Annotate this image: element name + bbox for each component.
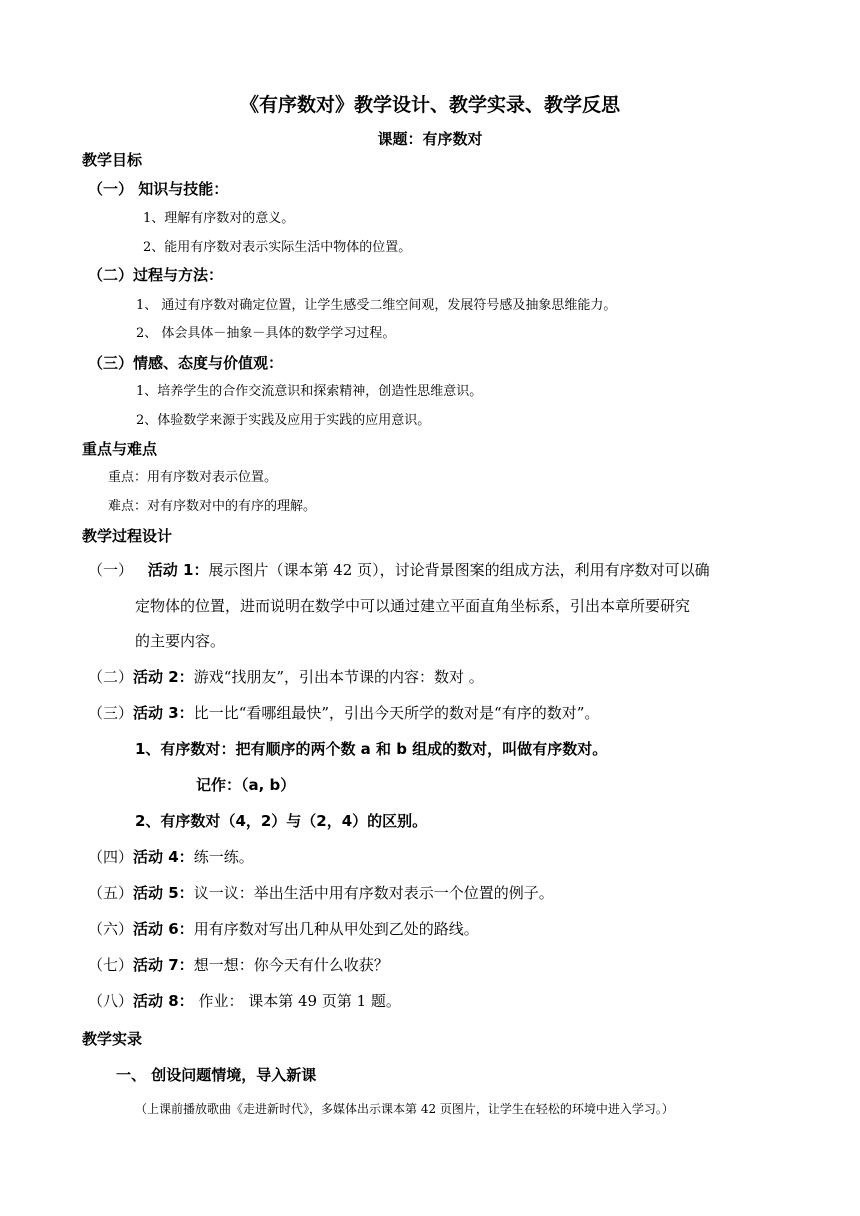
activity-label: 活动 5： — [133, 884, 194, 902]
activity-3 — [88, 706, 599, 721]
activity-text: 想一想：你今天有什么收获？ — [193, 956, 389, 974]
goals-sec3-heading: （三）情感、态度与价值观： — [88, 354, 284, 372]
goals-sec2-item: 2、 体会具体－抽象－具体的数学学习过程。 — [136, 326, 396, 341]
activity-number: （六） — [88, 920, 134, 938]
activity-label: 活动 4： — [133, 848, 194, 866]
activity-text: 作业： 课本第 49 页第 1 题。 — [193, 992, 401, 1010]
activity-number: （五） — [88, 884, 134, 902]
activity-text: 练一练。 — [193, 848, 254, 866]
goals-sec1-item: 2、能用有序数对表示实际生活中物体的位置。 — [143, 240, 412, 255]
activity-1-continuation: 定物体的位置，进而说明在数学中可以通过建立平面直角坐标系，引出本章所要研究 — [135, 597, 691, 615]
activity-5 — [88, 886, 554, 901]
record-section-1: 一、 创设问题情境，导入新课 — [116, 1066, 317, 1084]
activity-text: 游戏“找朋友”，引出本节课的内容：数对 。 — [193, 668, 484, 686]
goals-sec1-heading: （一） 知识与技能： — [88, 180, 229, 198]
activity-label: 活动 3： — [133, 704, 194, 722]
goals-sec2-heading: （二）过程与方法： — [88, 266, 224, 284]
activity-number: （三） — [88, 704, 134, 722]
activity-6 — [88, 922, 479, 937]
activity-1 — [88, 563, 710, 578]
activity-label: 活动 8： — [133, 992, 194, 1010]
activity-4 — [88, 850, 254, 865]
activity-label: 活动 7： — [133, 956, 194, 974]
activity-number: （八） — [88, 992, 134, 1010]
activity-label: 活动 2： — [133, 668, 194, 686]
activity-text: 展示图片（课本第 42 页），讨论背景图案的组成方法，利用有序数对可以确 — [208, 561, 710, 579]
keypoints-heading: 重点与难点 — [82, 440, 158, 458]
keypoints-item: 重点：用有序数对表示位置。 — [108, 470, 278, 485]
goals-sec2-item: 1、 通过有序数对确定位置，让学生感受二维空间观，发展符号感及抽象思维能力。 — [136, 298, 617, 313]
activity-7 — [88, 958, 389, 973]
process-heading: 教学过程设计 — [82, 527, 173, 545]
activity-number: （二） — [88, 668, 134, 686]
activity-number: （一） — [88, 561, 134, 579]
goals-heading: 教学目标 — [82, 151, 143, 169]
notation: 记作：（a, b） — [196, 776, 296, 794]
document-title: 《有序数对》教学设计、教学实录、教学反思 — [239, 94, 620, 116]
goals-sec1-item: 1、理解有序数对的意义。 — [143, 211, 295, 226]
activity-label: 活动 6： — [133, 920, 194, 938]
activity-text: 议一议：举出生活中用有序数对表示一个位置的例子。 — [193, 884, 554, 902]
definition-ordered-pair: 1、有序数对：把有顺序的两个数 a 和 b 组成的数对，叫做有序数对。 — [135, 740, 608, 758]
goals-sec3-item: 2、体验数学来源于实践及应用于实践的应用意识。 — [136, 413, 431, 428]
activity-8 — [88, 994, 401, 1009]
goals-sec3-item: 1、培养学生的合作交流意识和探索精神，创造性思维意识。 — [136, 384, 483, 399]
activity-1-continuation: 的主要内容。 — [135, 632, 226, 650]
ordered-pair-difference: 2、有序数对（4，2）与（2，4）的区别。 — [135, 812, 428, 830]
activity-text: 比一比“看哪组最快”，引出今天所学的数对是“有序的数对”。 — [193, 704, 600, 722]
record-heading: 教学实录 — [82, 1030, 143, 1048]
keypoints-item: 难点：对有序数对中的有序的理解。 — [108, 499, 317, 514]
activity-number: （七） — [88, 956, 134, 974]
activity-text: 用有序数对写出几种从甲处到乙处的路线。 — [193, 920, 479, 938]
activity-number: （四） — [88, 848, 134, 866]
document-subtitle: 课题：有序数对 — [377, 130, 483, 148]
activity-label: 活动 1： — [147, 561, 209, 579]
activity-2 — [88, 670, 484, 685]
record-note: （上课前播放歌曲《走进新时代》，多媒体出示课本第 42 页图片，让学生在轻松的环境中进入学习。） — [135, 1102, 674, 1116]
